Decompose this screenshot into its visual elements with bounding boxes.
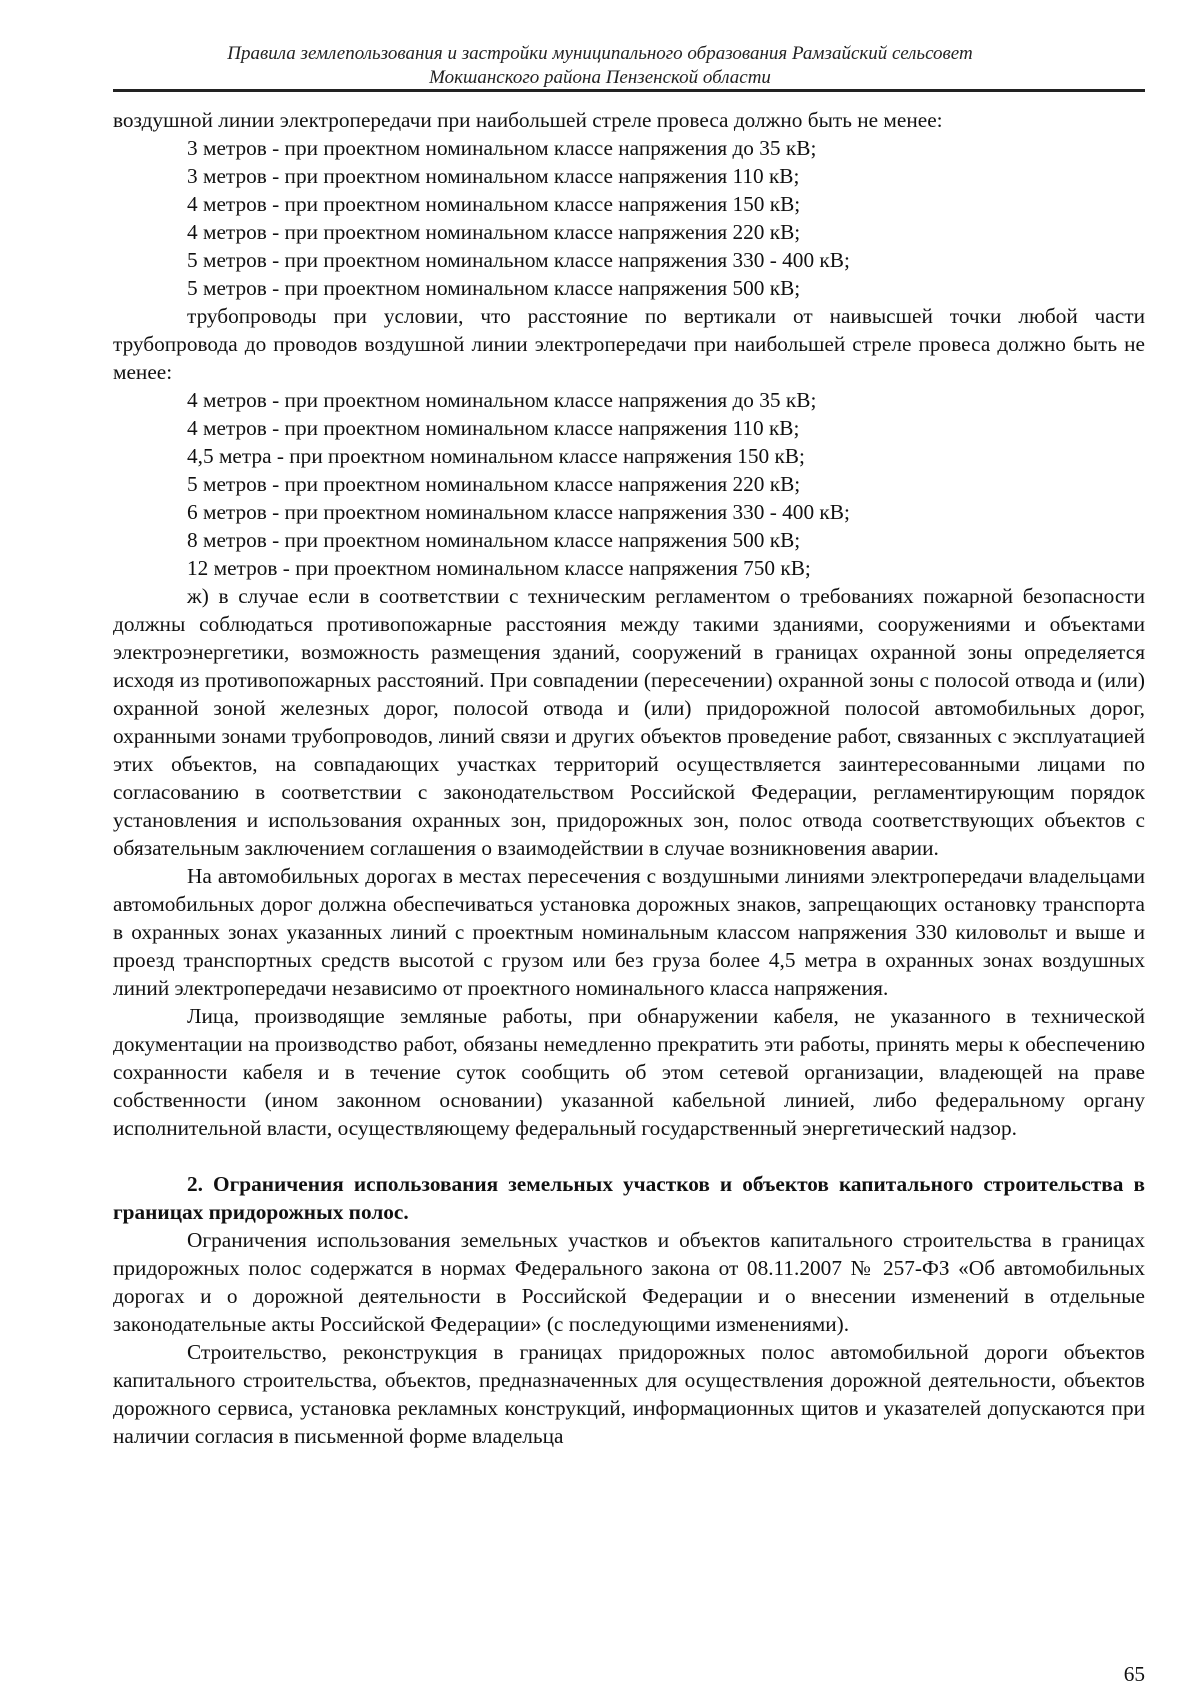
paragraph-earthworks: Лица, производящие земляные работы, при обнаружении кабеля, не указанного в технической документации на производство работ, обязаны немедленно прекратить эти работы, принять меры к обеспечению сохранности кабеля и в течение суток сообщить об этом сетевой организации, владеющей на праве собственности (ином законном основании) указанной кабельной линией, либо федеральному органу исполнительной власти, осуществляющему федеральный государственный энергетический надзор. [113, 1004, 1145, 1140]
header-line-1: Правила землепользования и застройки муниципального образования Рамзайский сельсовет [227, 43, 973, 64]
section-spacer [113, 1142, 1145, 1170]
paragraph-intro: воздушной линии электропередачи при наибольшей стреле провеса должно быть не менее: [113, 108, 943, 132]
paragraph-road-signs: На автомобильных дорогах в местах пересечения с воздушными линиями электропередачи владельцами автомобильных дорог должна обеспечиваться установка дорожных знаков, запрещающих остановку транспорта в охранных зонах указанных линий с проектным номинальным классом напряжения 330 киловольт и выше и проезд транспортных средств высотой с грузом или без груза более 4,5 метра в охранных зонах воздушных линий электропередачи независимо от проектного номинального класса напряжения. [113, 864, 1145, 1000]
document-body [113, 106, 1145, 1450]
list-item: 4 метров - при проектном номинальном классе напряжения 110 кВ; [187, 416, 800, 440]
list-item: 12 метров - при проектном номинальном классе напряжения 750 кВ; [187, 556, 811, 580]
section-heading: 2. Ограничения использования земельных участков и объектов капитального строительства в границах придорожных полос. [113, 1172, 1145, 1224]
list-item: 3 метров - при проектном номинальном классе напряжения до 35 кВ; [187, 136, 817, 160]
running-header [160, 42, 1040, 90]
list-item: 4 метров - при проектном номинальном классе напряжения 150 кВ; [187, 192, 801, 216]
list-item: 6 метров - при проектном номинальном классе напряжения 330 - 400 кВ; [187, 500, 850, 524]
list-item: 5 метров - при проектном номинальном классе напряжения 220 кВ; [187, 472, 801, 496]
paragraph-pipelines: трубопроводы при условии, что расстояние по вертикали от наивысшей точки любой части трубопровода до проводов воздушной линии электропередачи при наибольшей стреле провеса должно быть не менее: [113, 304, 1145, 384]
list-item: 8 метров - при проектном номинальном классе напряжения 500 кВ; [187, 528, 801, 552]
list-item: 3 метров - при проектном номинальном классе напряжения 110 кВ; [187, 164, 800, 188]
list-item: 4,5 метра - при проектном номинальном классе напряжения 150 кВ; [187, 444, 805, 468]
list-item: 4 метров - при проектном номинальном классе напряжения 220 кВ; [187, 220, 801, 244]
list-item: 4 метров - при проектном номинальном классе напряжения до 35 кВ; [187, 388, 817, 412]
header-divider [113, 89, 1145, 92]
paragraph-fire-safety: ж) в случае если в соответствии с техническим регламентом о требованиях пожарной безопасности должны соблюдаться противопожарные расстояния между такими зданиями, сооружениями и объектами электроэнергетики, возможность размещения зданий, сооружений в границах охранной зоны определяется исходя из противопожарных расстояний. При совпадении (пересечении) охранной зоны с полосой отвода и (или) охранной зоной железных дорог, полосой отвода и (или) придорожной полосой автомобильных дорог, охранными зонами трубопроводов, линий связи и других объектов проведение работ, связанных с эксплуатацией этих объектов, на совпадающих участках территорий осуществляется заинтересованными лицами по согласованию в соответствии с законодательством Российской Федерации, регламентирующим порядок установления и использования охранных зон, придорожных зон, полос отвода соответствующих объектов с обязательным заключением соглашения о взаимодействии в случае возникновения аварии. [113, 584, 1145, 860]
paragraph-section-2: Строительство, реконструкция в границах придорожных полос автомобильной дороги объектов капитального строительства, объектов, предназначенных для осуществления дорожной деятельности, объектов дорожного сервиса, установка рекламных конструкций, информационных щитов и указателей допускаются при наличии согласия в письменной форме владельца [113, 1340, 1145, 1448]
header-line-2: Мокшанского района Пензенской области [429, 67, 771, 88]
page-number: 65 [1123, 1662, 1145, 1686]
list-item: 5 метров - при проектном номинальном классе напряжения 330 - 400 кВ; [187, 248, 850, 272]
list-item: 5 метров - при проектном номинальном классе напряжения 500 кВ; [187, 276, 801, 300]
paragraph-section-1: Ограничения использования земельных участков и объектов капитального строительства в границах придорожных полос содержатся в нормах Федерального закона от 08.11.2007 № 257-ФЗ «Об автомобильных дорогах и о дорожной деятельности в Российской Федерации и о внесении изменений в отдельные законодательные акты Российской Федерации» (с последующими изменениями). [113, 1228, 1145, 1336]
